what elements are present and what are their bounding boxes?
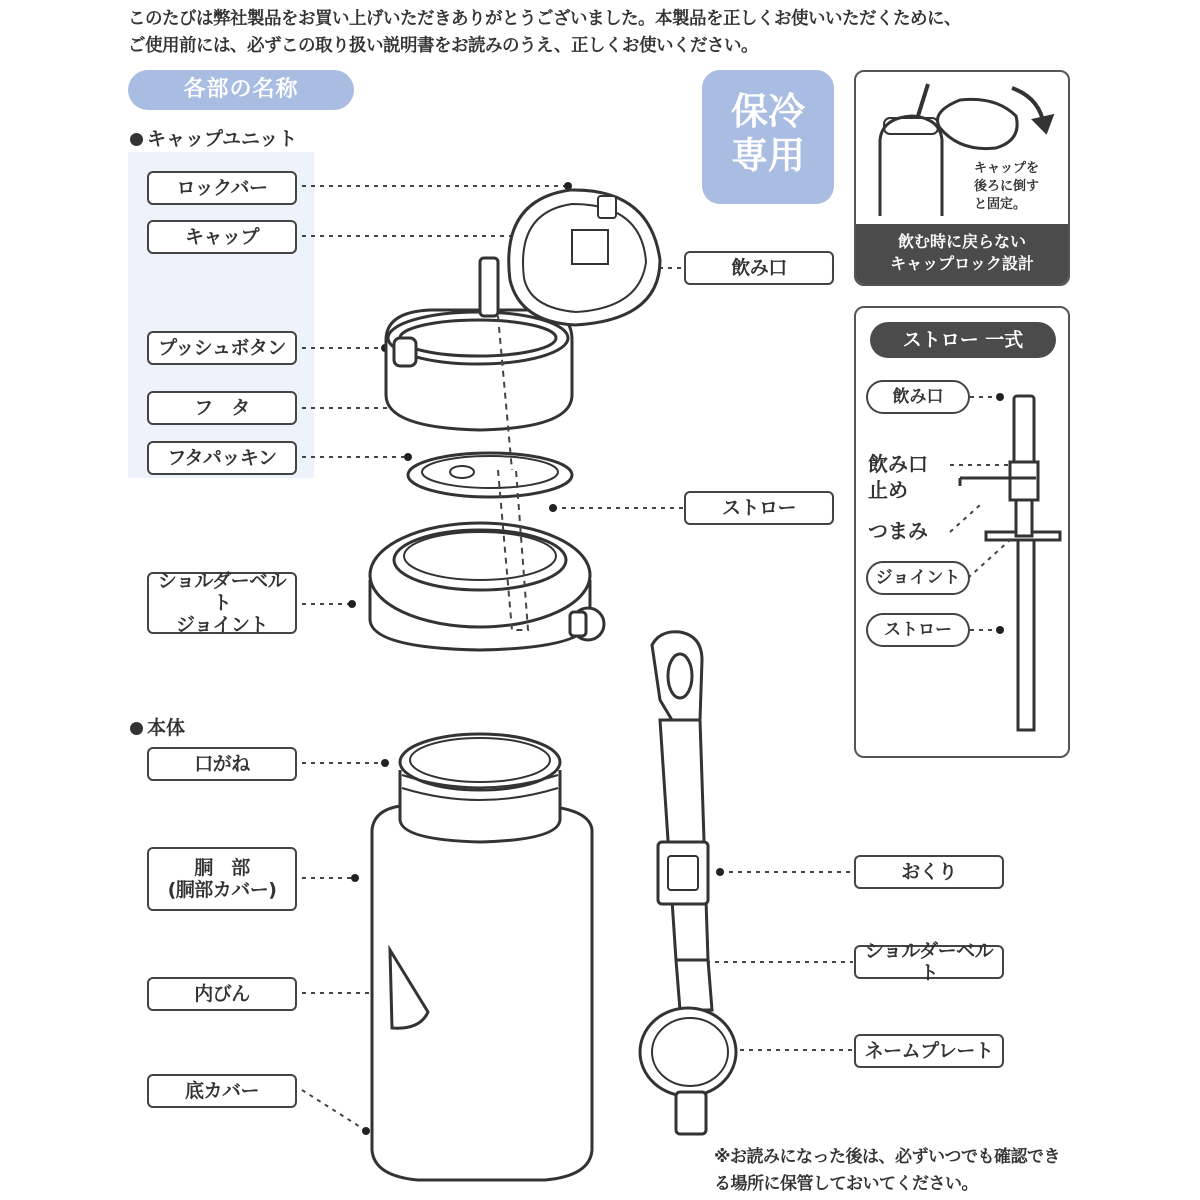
cap-lock-note: キャップを 後ろに倒す と固定。 (974, 161, 1040, 212)
label-strap-slider: おくり (854, 855, 1004, 889)
cap-lock-caption: 飲む時に戻らない キャップロック設計 (856, 224, 1068, 284)
footnote: ※お読みになった後は、必ずいつでも確認できる場所に保管しておいてください。 (714, 1147, 1061, 1194)
cold-only-badge: 保冷 専用 (702, 70, 834, 204)
straw-set-label-joint: ジョイント (866, 561, 970, 595)
cap-unit-heading: キャップユニット (130, 124, 297, 151)
label-mouth-ring: 口がね (147, 747, 297, 781)
straw-set-label-straw: ストロー (866, 613, 970, 647)
label-shoulder-belt: ショルダーベルト (854, 945, 1004, 979)
label-lid: フ タ (147, 391, 297, 425)
section-title: 各部の名称 (128, 70, 354, 110)
label-bottom-cover: 底カバー (147, 1074, 297, 1108)
straw-set-label-spout-stopper: 飲み口 止め (868, 452, 928, 502)
label-lid-gasket: フタパッキン (147, 441, 297, 475)
straw-set-label-knob: つまみ (868, 519, 928, 543)
intro-line-2: ご使用前には、必ずこの取り扱い説明書をお読みのうえ、正しくお使いください。 (128, 36, 759, 56)
body-unit-heading: 本体 (130, 713, 185, 740)
label-spout: 飲み口 (684, 251, 834, 285)
straw-set-title: ストロー 一式 (870, 322, 1056, 358)
label-lock-bar: ロックバー (147, 171, 297, 205)
label-name-plate: ネームプレート (854, 1034, 1004, 1068)
label-push-button: プッシュボタン (147, 331, 297, 365)
cap-unit-art (370, 190, 660, 650)
label-body-cover: 胴 部 (胴部カバー) (147, 847, 297, 911)
cap-lock-panel (854, 70, 1070, 286)
straw-set-label-spout: 飲み口 (866, 380, 970, 414)
body-art (372, 734, 592, 1180)
strap-art (640, 632, 736, 1134)
label-cap: キャップ (147, 220, 297, 254)
label-straw: ストロー (684, 491, 834, 525)
label-shoulder-belt-joint: ショルダーベルト ジョイント (147, 572, 297, 634)
label-inner-bottle: 内びん (147, 977, 297, 1011)
intro-line-1: このたびは弊社製品をお買い上げいただきありがとうございました。本製品を正しくお使いいただくために、 (128, 9, 961, 29)
